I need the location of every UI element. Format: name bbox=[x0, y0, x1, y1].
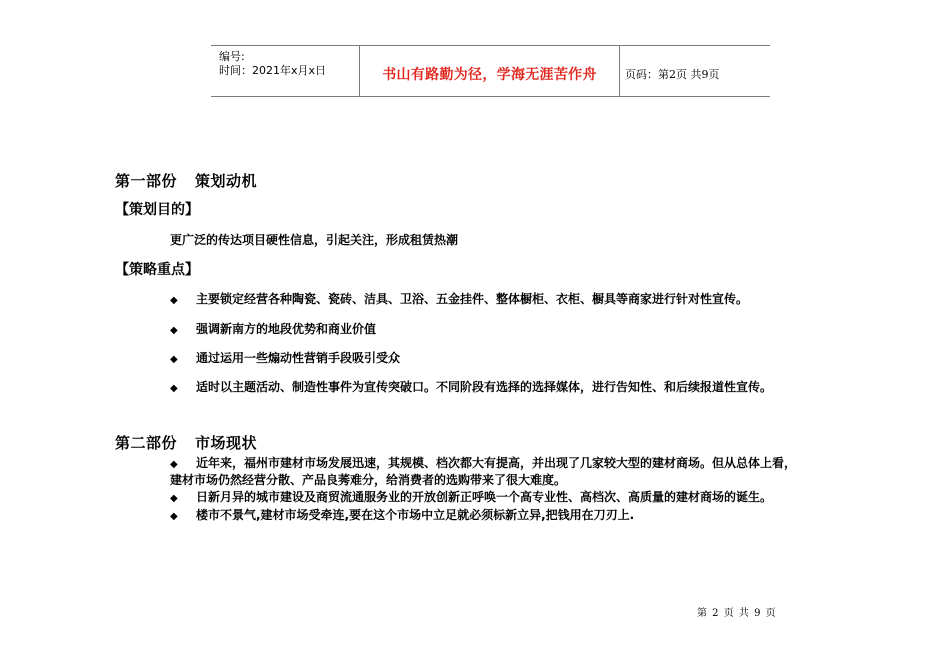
diamond-bullet-icon: ◆ bbox=[170, 493, 178, 504]
strategy-heading: 【策略重点】 bbox=[115, 262, 199, 278]
header-page-number: 页码：第2页 共9页 bbox=[625, 68, 720, 81]
market-item-text: 楼市不景气,建材市场受牵连,要在这个市场中立足就必须标新立异,把钱用在刀刃上. bbox=[196, 508, 635, 522]
document-time-label: 时间：2021年x月x日 bbox=[219, 64, 327, 77]
market-item-text: 日新月异的城市建设及商贸流通服务业的开放创新正呼唤一个高专业性、高档次、高质量的建材商场的诞生。 bbox=[196, 490, 773, 504]
part2-title: 第二部份 bbox=[115, 434, 178, 452]
part1-heading bbox=[115, 170, 257, 191]
list-item bbox=[170, 454, 796, 471]
goal-heading: 【策划目的】 bbox=[115, 202, 199, 218]
strategy-item-text: 通过运用一些煽动性营销手段吸引受众 bbox=[196, 351, 401, 365]
strategy-item-text: 适时以主题活动、制造性事件为宣传突破口。不同阶段有选择的选择媒体，进行告知性、和后续报道性宣传。 bbox=[196, 380, 773, 394]
part2-heading bbox=[115, 432, 257, 453]
list-item bbox=[170, 488, 772, 505]
strategy-item-text: 强调新南方的地段优势和商业价值 bbox=[196, 322, 377, 336]
list-item bbox=[170, 349, 400, 366]
list-item bbox=[170, 378, 772, 395]
list-item bbox=[170, 320, 376, 337]
goal-text: 更广泛的传达项目硬性信息，引起关注，形成租赁热潮 bbox=[170, 233, 459, 247]
market-item-text: 近年来，福州市建材市场发展迅速，其规模、档次都大有提高，并出现了几家较大型的建材商场。但从总体上看， bbox=[196, 456, 797, 470]
market-item-continuation: 建材市场仍然经营分散、产品良莠难分，给消费者的选购带来了很大难度。 bbox=[170, 473, 567, 487]
page-footer: 第 2 页 共 9 页 bbox=[697, 608, 777, 619]
part1-subtitle: 策划动机 bbox=[195, 172, 258, 190]
part1-title: 第一部份 bbox=[115, 172, 178, 190]
part2-subtitle: 市场现状 bbox=[195, 434, 258, 452]
page-header bbox=[211, 45, 770, 97]
strategy-item-text: 主要锁定经营各种陶瓷、瓷砖、洁具、卫浴、五金挂件、整体橱柜、衣柜、橱具等商家进行针对性宣传。 bbox=[196, 292, 749, 306]
list-item bbox=[170, 506, 634, 523]
diamond-bullet-icon: ◆ bbox=[170, 459, 178, 470]
diamond-bullet-icon: ◆ bbox=[170, 354, 178, 365]
diamond-bullet-icon: ◆ bbox=[170, 325, 178, 336]
header-motto: 书山有路勤为径，学海无涯苦作舟 bbox=[382, 67, 597, 83]
header-meta bbox=[219, 50, 326, 78]
document-number-label: 编号: bbox=[219, 50, 245, 63]
diamond-bullet-icon: ◆ bbox=[170, 383, 178, 394]
list-item bbox=[170, 290, 748, 307]
diamond-bullet-icon: ◆ bbox=[170, 295, 178, 306]
diamond-bullet-icon: ◆ bbox=[170, 511, 178, 522]
